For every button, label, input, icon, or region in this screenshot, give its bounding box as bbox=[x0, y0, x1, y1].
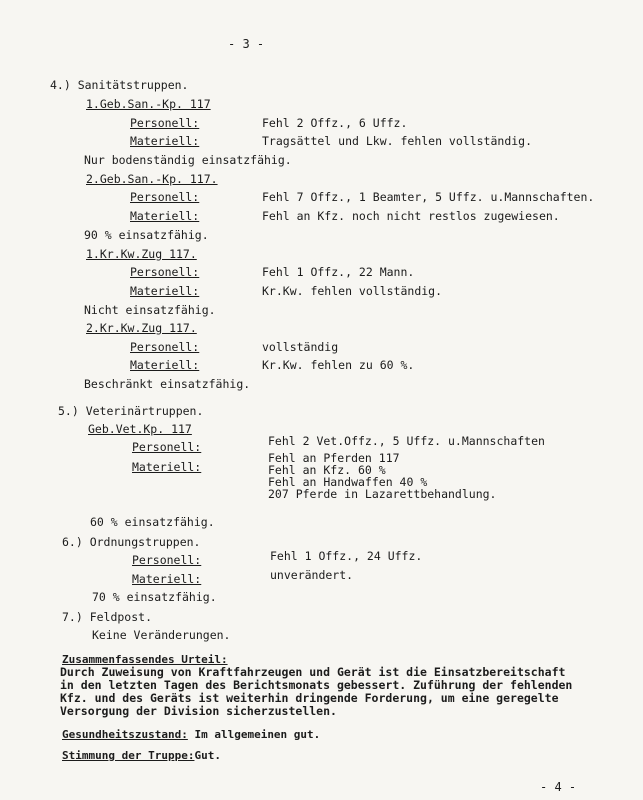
section-7-text: Keine Veränderungen. bbox=[92, 628, 231, 642]
section-6-personnel-value: Fehl 1 Offz., 24 Uffz. bbox=[270, 549, 423, 563]
section-6-status: 70 % einsatzfähig. bbox=[92, 590, 217, 604]
section-7-title: 7.) Feldpost. bbox=[62, 610, 153, 624]
unit-2-personnel-value: Fehl 7 Offz., 1 Beamter, 5 Uffz. u.Mannschaften. bbox=[262, 190, 595, 204]
unit-1-material-value: Tragsättel und Lkw. fehlen vollständig. bbox=[262, 134, 533, 148]
unit-1-personnel-value: Fehl 2 Offz., 6 Uffz. bbox=[262, 116, 408, 130]
section-5-material-line-4: 207 Pferde in Lazarettbehandlung. bbox=[268, 487, 497, 501]
section-4-title: 4.) Sanitätstruppen. bbox=[50, 78, 189, 92]
unit-3-kr-kw-zug: 1.Kr.Kw.Zug 117. bbox=[86, 247, 197, 261]
section-6-material-label: Materiell: bbox=[132, 572, 202, 586]
summary-line-4: Versorgung der Division sicherzustellen. bbox=[60, 704, 337, 718]
section-5-material-line-2: Fehl an Kfz. 60 % bbox=[268, 463, 386, 477]
troop-mood bbox=[62, 749, 221, 763]
unit-3-personnel-value: Fehl 1 Offz., 22 Mann. bbox=[262, 265, 415, 279]
unit-3-material-value: Kr.Kw. fehlen vollständig. bbox=[262, 284, 443, 298]
health-status bbox=[62, 728, 320, 742]
section-5-unit: Geb.Vet.Kp. 117 bbox=[88, 422, 192, 436]
section-5-material-line-3: Fehl an Handwaffen 40 % bbox=[268, 475, 428, 489]
health-value: Im allgemeinen gut. bbox=[187, 728, 321, 741]
unit-1-status: Nur bodenständig einsatzfähig. bbox=[84, 153, 292, 167]
section-5-status: 60 % einsatzfähig. bbox=[90, 515, 215, 529]
section-6-title: 6.) Ordnungstruppen. bbox=[62, 535, 201, 549]
section-6-personnel-label: Personell: bbox=[132, 553, 202, 567]
unit-4-personnel-value: vollständig bbox=[262, 340, 339, 354]
unit-3-personnel-label: Personell: bbox=[130, 265, 200, 279]
unit-4-status: Beschränkt einsatzfähig. bbox=[84, 377, 251, 391]
unit-1-material-label: Materiell: bbox=[130, 134, 200, 148]
section-5-material-label: Materiell: bbox=[132, 460, 202, 474]
summary-line-1: Durch Zuweisung von Kraftfahrzeugen und Gerät ist die Einsatzbereitschaft bbox=[60, 665, 566, 679]
unit-3-status: Nicht einsatzfähig. bbox=[84, 303, 216, 317]
summary-line-2: in den letzten Tagen des Berichtsmonats gebessert. Zuführung der fehlenden bbox=[60, 678, 573, 692]
unit-2-geb-san-kp: 2.Geb.San.-Kp. 117. bbox=[86, 172, 218, 186]
health-label: Gesundheitszustand: bbox=[62, 728, 188, 741]
section-5-personnel-label: Personell: bbox=[132, 440, 202, 454]
section-5-personnel-value: Fehl 2 Vet.Offz., 5 Uffz. u.Mannschaften bbox=[268, 434, 545, 448]
unit-2-status: 90 % einsatzfähig. bbox=[84, 228, 209, 242]
mood-label: Stimmung der Truppe: bbox=[62, 749, 195, 762]
unit-4-personnel-label: Personell: bbox=[130, 340, 200, 354]
summary-line-3: Kfz. und des Geräts ist weiterhin dringende Forderung, um eine geregelte bbox=[60, 691, 559, 705]
mood-value: Gut. bbox=[194, 749, 221, 762]
page-number-top: - 3 - bbox=[228, 37, 265, 51]
unit-4-material-label: Materiell: bbox=[130, 358, 200, 372]
unit-2-material-value: Fehl an Kfz. noch nicht restlos zugewiesen. bbox=[262, 209, 560, 223]
section-6-material-value: unverändert. bbox=[270, 568, 354, 582]
unit-4-material-value: Kr.Kw. fehlen zu 60 %. bbox=[262, 358, 415, 372]
page-number-bottom: - 4 - bbox=[540, 780, 577, 794]
unit-1-personnel-label: Personell: bbox=[130, 116, 200, 130]
unit-4-kr-kw-zug: 2.Kr.Kw.Zug 117. bbox=[86, 321, 197, 335]
section-5-material-line-1: Fehl an Pferden 117 bbox=[268, 451, 400, 465]
unit-3-material-label: Materiell: bbox=[130, 284, 200, 298]
unit-2-personnel-label: Personell: bbox=[130, 190, 200, 204]
summary-heading: Zusammenfassendes Urteil: bbox=[62, 653, 228, 666]
unit-1-geb-san-kp: 1.Geb.San.-Kp. 117 bbox=[86, 97, 211, 111]
unit-2-material-label: Materiell: bbox=[130, 209, 200, 223]
section-5-title: 5.) Veterinärtruppen. bbox=[58, 404, 204, 418]
